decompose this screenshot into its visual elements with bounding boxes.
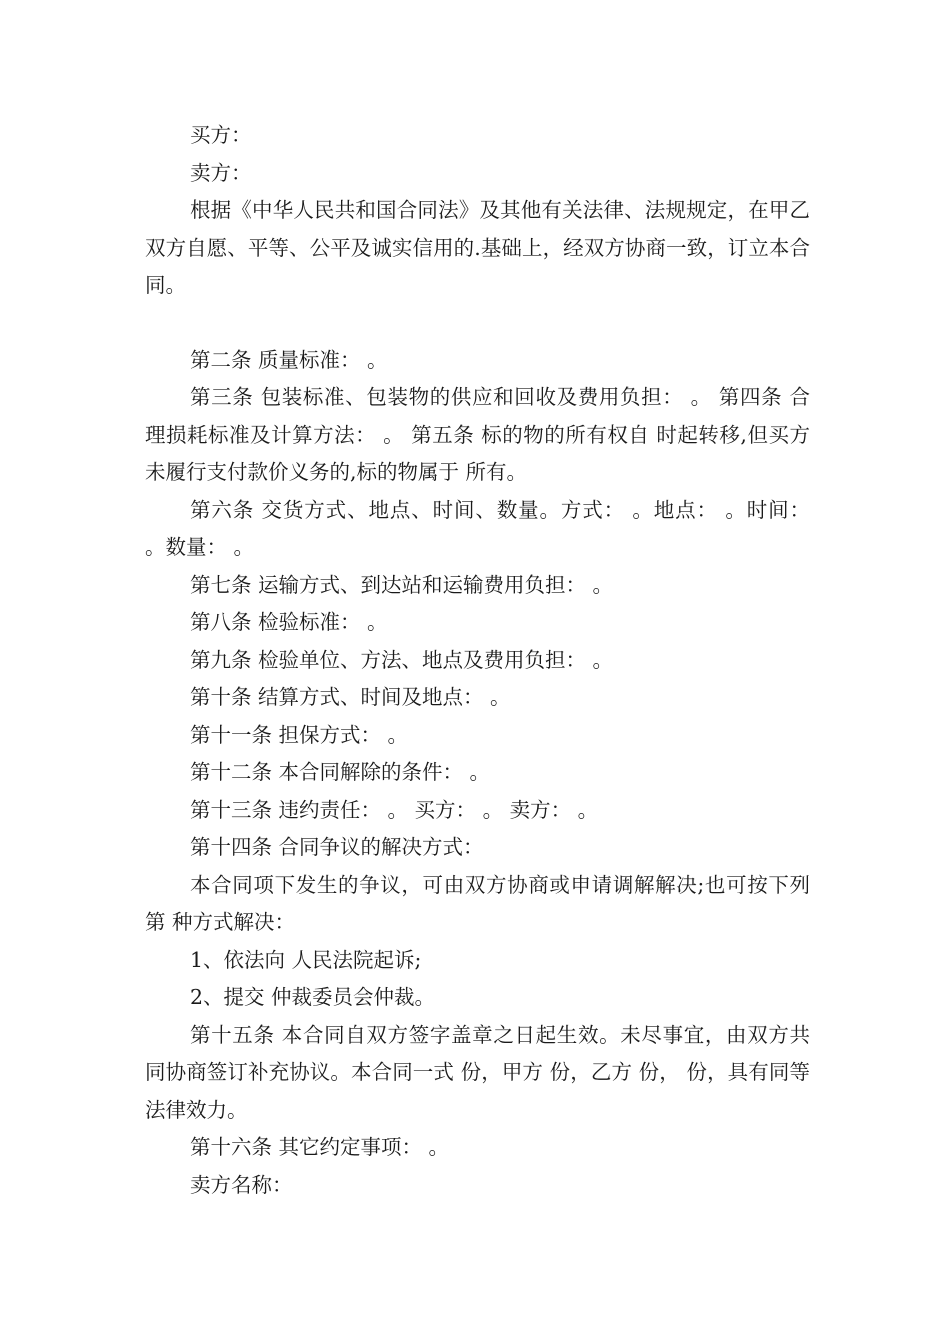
article-13: 第十三条 违约责任： 。 买方： 。 卖方： 。 [190,797,599,822]
article-15: 第十五条 本合同自双方签字盖章之日起生效。未尽事宜，由双方共同协商签订补充协议。本合同一式 份，甲方 份，乙方 份， 份，具有同等法律效力。 [145,1022,810,1122]
dispute-resolution-paragraph: 本合同项下发生的争议，可由双方协商或申请调解解决;也可按下列第 种方式解决： [145,872,810,934]
seller-name-line: 卖方名称： [190,1172,293,1197]
article-6: 第六条 交货方式、地点、时间、数量。方式： 。地点： 。时间： 。数量： 。 [145,497,810,559]
article-11: 第十一条 担保方式： 。 [190,722,409,747]
article-7: 第七条 运输方式、到达站和运输费用负担： 。 [190,572,614,597]
buyer-line: 买方： [190,123,252,147]
article-14: 第十四条 合同争议的解决方式： [190,835,484,859]
article-10: 第十条 结算方式、时间及地点： 。 [190,685,511,709]
article-3-4-5: 第三条 包装标准、包装物的供应和回收及费用负担： 。 第四条 合理损耗标准及计算方法： 。 第五条 标的物的所有权自 时起转移,但买方未履行支付款价义务的,标的物属于 所有。 [145,385,810,484]
contract-document [145,117,810,1204]
seller-line: 卖方： [190,160,252,185]
preamble-paragraph: 根据《中华人民共和国合同法》及其他有关法律、法规规定，在甲乙双方自愿、平等、公平及诚实信用的.基础上，经双方协商一致，订立本合同。 [145,198,810,297]
article-9: 第九条 检验单位、方法、地点及费用负担： 。 [190,647,614,672]
blank-line [145,305,810,342]
dispute-option-2: 2、提交 仲裁委员会仲裁。 [190,985,436,1009]
article-12: 第十二条 本合同解除的条件： 。 [190,760,491,784]
article-2: 第二条 质量标准： 。 [190,347,388,372]
article-8: 第八条 检验标准： 。 [190,610,388,634]
dispute-option-1: 1、依法向 人民法院起诉; [190,947,422,972]
article-16: 第十六条 其它约定事项： 。 [190,1135,450,1159]
